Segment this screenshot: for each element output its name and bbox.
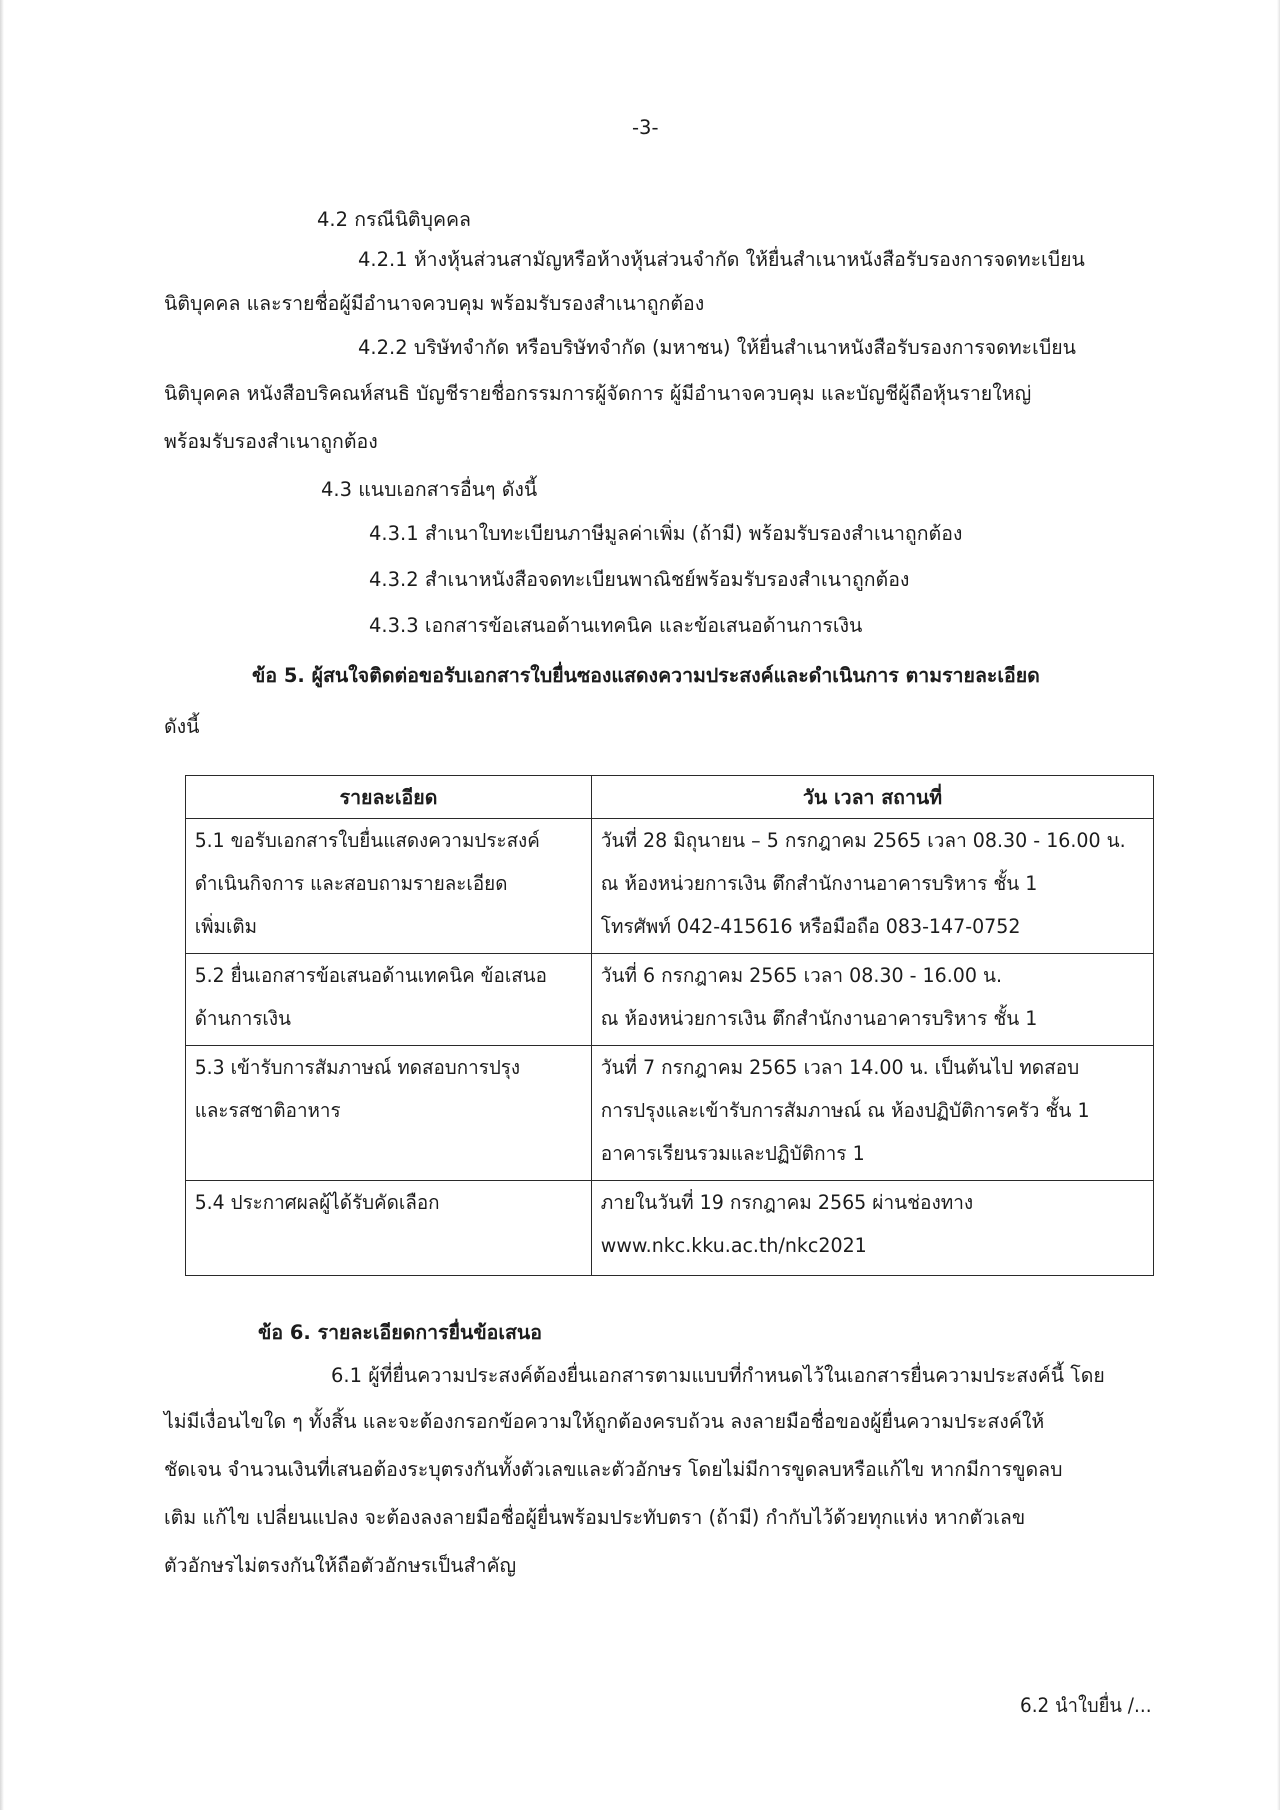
when-where-cell: [592, 1046, 1154, 1181]
detail-cell: [186, 954, 592, 1046]
detail-line: และรสชาติอาหาร: [194, 1099, 341, 1122]
detail-line: เพิ่มเติม: [194, 915, 258, 938]
detail-cell: [186, 1181, 592, 1276]
header-detail: รายละเอียด: [186, 776, 592, 819]
when-where-line: วันที่ 28 มิถุนายน – 5 กรกฎาคม 2565 เวลา 08.30 - 16.00 น.: [600, 829, 1126, 852]
table-row: [186, 1181, 1154, 1276]
when-where-cell: [592, 1181, 1154, 1276]
item-4-2-2-line-3: พร้อมรับรองสำเนาถูกต้อง: [164, 430, 378, 453]
item-6-1-line-2: ไม่มีเงื่อนไขใด ๆ ทั้งสิ้น และจะต้องกรอกข้อความให้ถูกต้องครบถ้วน ลงลายมือชื่อของผู้ยื่นความประสงค์ให้: [164, 1410, 1045, 1433]
section-4-3-heading: 4.3 แนบเอกสารอื่นๆ ดังนี้: [321, 478, 538, 501]
item-4-3-3: 4.3.3 เอกสารข้อเสนอด้านเทคนิค และข้อเสนอด้านการเงิน: [369, 614, 863, 637]
item-6-1-line-1: 6.1 ผู้ที่ยื่นความประสงค์ต้องยื่นเอกสารตามแบบที่กำหนดไว้ในเอกสารยื่นความประสงค์นี้ โดย: [331, 1364, 1105, 1387]
when-where-line: วันที่ 6 กรกฎาคม 2565 เวลา 08.30 - 16.00 น.: [600, 964, 1003, 987]
detail-line: 5.3 เข้ารับการสัมภาษณ์ ทดสอบการปรุง: [194, 1056, 521, 1079]
clause-6-heading: ข้อ 6. รายละเอียดการยื่นข้อเสนอ: [258, 1321, 542, 1344]
when-where-line: ภายในวันที่ 19 กรกฎาคม 2565 ผ่านช่องทาง: [600, 1191, 974, 1214]
table-row: [186, 819, 1154, 954]
when-where-line: วันที่ 7 กรกฎาคม 2565 เวลา 14.00 น. เป็นต้นไป ทดสอบ: [600, 1056, 1080, 1079]
detail-cell: [186, 819, 592, 954]
detail-line: ดำเนินกิจการ และสอบถามรายละเอียด: [194, 872, 508, 895]
item-4-2-2-line-2: นิติบุคคล หนังสือบริคณห์สนธิ บัญชีรายชื่อกรรมการผู้จัดการ ผู้มีอำนาจควบคุม และบัญชีผู้ถือหุ้นรายใหญ่: [164, 382, 1032, 405]
item-6-1-line-5: ตัวอักษรไม่ตรงกันให้ถือตัวอักษรเป็นสำคัญ: [164, 1554, 517, 1577]
scan-edge-left: [0, 0, 4, 1810]
item-6-1-line-4: เติม แก้ไข เปลี่ยนแปลง จะต้องลงลายมือชื่อผู้ยื่นพร้อมประทับตรา (ถ้ามี) กำกับไว้ด้วยทุกแห่ง หากตัวเลข: [164, 1506, 1026, 1529]
detail-line: 5.1 ขอรับเอกสารใบยื่นแสดงความประสงค์: [194, 829, 540, 852]
when-where-line: www.nkc.kku.ac.th/nkc2021: [600, 1234, 867, 1257]
continuation-note: 6.2 นำใบยื่น /...: [1020, 1694, 1152, 1717]
when-where-line: อาคารเรียนรวมและปฏิบัติการ 1: [600, 1142, 865, 1165]
item-4-2-1-line-2: นิติบุคคล และรายชื่อผู้มีอำนาจควบคุม พร้อมรับรองสำเนาถูกต้อง: [164, 292, 705, 315]
schedule-table: [185, 775, 1154, 1276]
detail-line: ด้านการเงิน: [194, 1007, 291, 1030]
table-row: [186, 1046, 1154, 1181]
when-where-line: โทรศัพท์ 042-415616 หรือมือถือ 083-147-0752: [600, 915, 1021, 938]
section-4-2-heading: 4.2 กรณีนิติบุคคล: [317, 208, 471, 231]
item-4-2-2-line-1: 4.2.2 บริษัทจำกัด หรือบริษัทจำกัด (มหาชน) ให้ยื่นสำเนาหนังสือรับรองการจดทะเบียน: [358, 336, 1076, 359]
clause-5-line-1: ข้อ 5. ผู้สนใจติดต่อขอรับเอกสารใบยื่นซองแสดงความประสงค์และดำเนินการ ตามรายละเอียด: [252, 664, 1040, 687]
when-where-line: ณ ห้องหน่วยการเงิน ตึกสำนักงานอาคารบริหาร ชั้น 1: [600, 1007, 1038, 1030]
detail-line: 5.4 ประกาศผลผู้ได้รับคัดเลือก: [194, 1191, 440, 1214]
header-when-where: วัน เวลา สถานที่: [592, 776, 1154, 819]
page-number: -3-: [632, 116, 659, 139]
item-4-3-2: 4.3.2 สำเนาหนังสือจดทะเบียนพาณิชย์พร้อมรับรองสำเนาถูกต้อง: [369, 568, 910, 591]
item-4-3-1: 4.3.1 สำเนาใบทะเบียนภาษีมูลค่าเพิ่ม (ถ้ามี) พร้อมรับรองสำเนาถูกต้อง: [369, 522, 963, 545]
when-where-cell: [592, 954, 1154, 1046]
detail-cell: [186, 1046, 592, 1181]
item-6-1-line-3: ชัดเจน จำนวนเงินที่เสนอต้องระบุตรงกันทั้งตัวเลขและตัวอักษร โดยไม่มีการขูดลบหรือแก้ไข หากมีการขูดลบ: [164, 1458, 1063, 1481]
when-where-cell: [592, 819, 1154, 954]
detail-line: 5.2 ยื่นเอกสารข้อเสนอด้านเทคนิค ข้อเสนอ: [194, 964, 547, 987]
when-where-line: การปรุงและเข้ารับการสัมภาษณ์ ณ ห้องปฏิบัติการครัว ชั้น 1: [600, 1099, 1090, 1122]
item-4-2-1-line-1: 4.2.1 ห้างหุ้นส่วนสามัญหรือห้างหุ้นส่วนจำกัด ให้ยื่นสำเนาหนังสือรับรองการจดทะเบียน: [358, 248, 1085, 271]
table-row: [186, 954, 1154, 1046]
clause-5-line-2: ดังนี้: [164, 715, 200, 738]
when-where-line: ณ ห้องหน่วยการเงิน ตึกสำนักงานอาคารบริหาร ชั้น 1: [600, 872, 1038, 895]
